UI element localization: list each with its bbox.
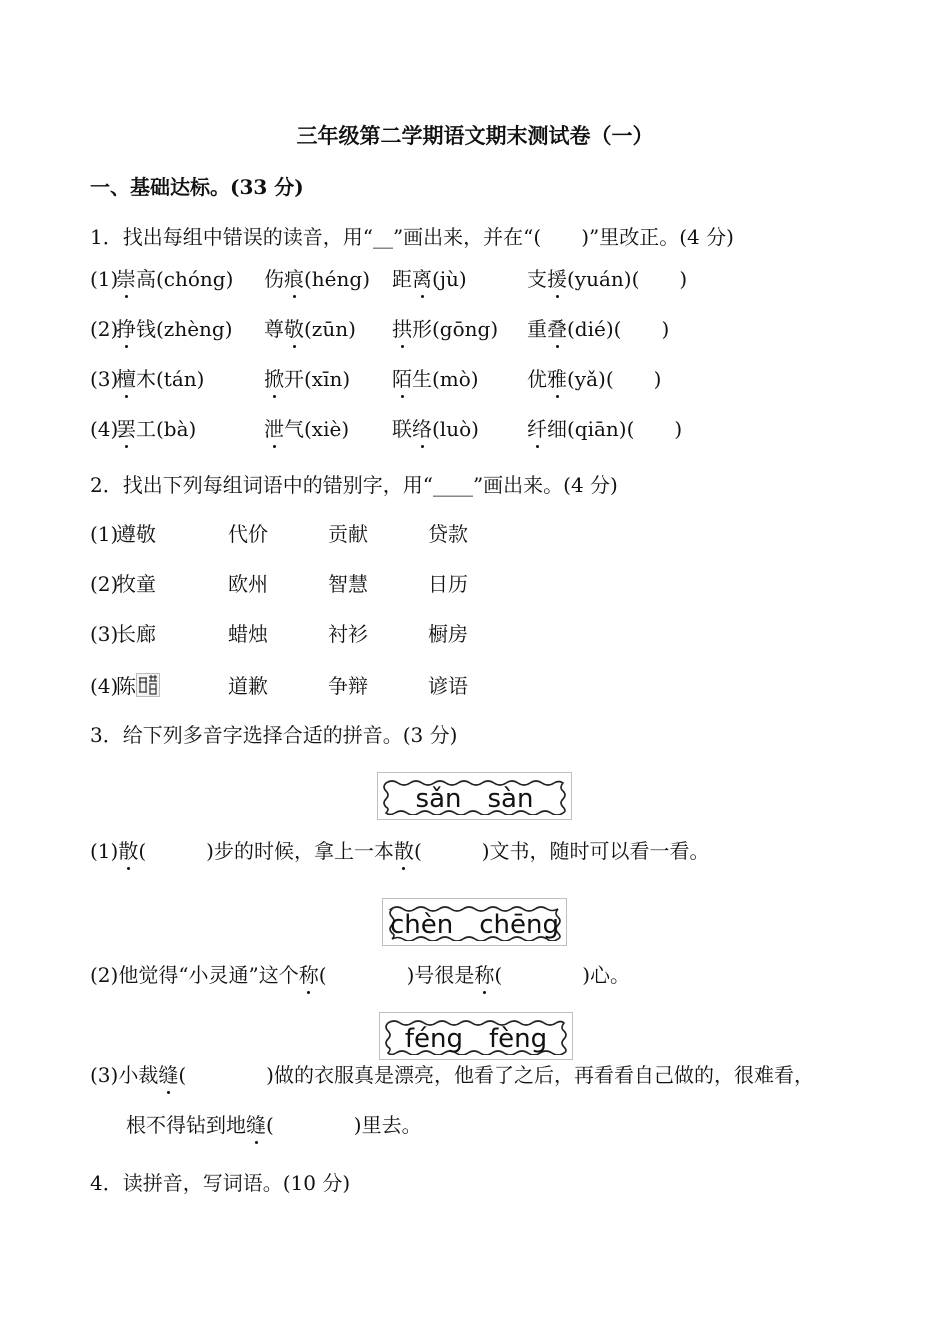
word-text: 牧童 (116, 572, 156, 596)
dotted-char: 敬 (284, 317, 304, 341)
q2-word (116, 571, 156, 597)
word-text: 贷款 (428, 522, 468, 546)
q2-row-number: (1) (90, 522, 119, 546)
q3-prompt: 3．给下列多音字选择合适的拼音。(3 分) (90, 723, 458, 747)
dotted-char: 崇 (116, 267, 136, 291)
q2-word (428, 571, 468, 597)
word-text: 蜡烛 (228, 622, 268, 646)
dotted-char: 拱 (392, 317, 412, 341)
pinyin-box-2 (382, 898, 567, 946)
q3-sentence-3-cont (126, 1112, 422, 1138)
item-text: (zūn) (304, 317, 356, 341)
pinyin-box-3 (379, 1012, 573, 1060)
q2-row-number: (2) (90, 572, 119, 596)
q1-item (392, 416, 479, 442)
q2-word (428, 621, 468, 647)
q2-word (228, 621, 268, 647)
word-text: 代价 (228, 522, 268, 546)
text: ( )文书，随时可以看一看。 (413, 839, 710, 863)
q2-word (328, 571, 368, 597)
item-text: 工(bà) (136, 417, 197, 441)
item-text: (héng) (304, 267, 371, 291)
q2-word (228, 571, 268, 597)
q1-row-number: (3) (90, 367, 119, 391)
item-text: (luò) (432, 417, 479, 441)
word-text: 衬衫 (328, 622, 368, 646)
dotted-char: 纤 (527, 417, 547, 441)
word-text: 遵敬 (116, 522, 156, 546)
dotted-char: 离 (412, 267, 432, 291)
q2-row-number: (3) (90, 622, 119, 646)
word-text: 日历 (428, 572, 468, 596)
text: 根不得钻到地 (126, 1113, 246, 1137)
pinyin-options: sǎn sàn (415, 783, 534, 814)
q2-word (328, 521, 368, 547)
q1-item (116, 316, 233, 342)
item-text: 尊 (264, 317, 284, 341)
q1-row-number: (1) (90, 267, 119, 291)
q1-row-number: (4) (90, 417, 119, 441)
q2-word (328, 621, 368, 647)
text: ( )步的时候，拿上一本 (138, 839, 394, 863)
q2-row-number: (4) (90, 674, 119, 698)
item-text: 高(chóng) (136, 267, 234, 291)
word-text: 争辩 (328, 674, 368, 698)
q1-item (264, 416, 349, 442)
pinyin-options: chèn chēng (389, 909, 559, 940)
q2-word (428, 673, 468, 699)
dotted-char: 缝 (246, 1113, 266, 1137)
q2-word (428, 521, 468, 547)
text: ( )号很是 (318, 963, 475, 987)
word-text: 陈 (116, 674, 136, 698)
q1-item (116, 416, 196, 442)
item-text: 细(qiān)( ) (547, 417, 683, 441)
word-text: 橱房 (428, 622, 468, 646)
dotted-char: 络 (412, 417, 432, 441)
item-text: (yuán)( ) (567, 267, 688, 291)
item-text: 形(gōng) (412, 317, 499, 341)
q1-item (527, 266, 687, 292)
q1-prompt: 1．找出每组中错误的读音，用“__”画出来，并在“( )”里改正。(4 分) (90, 225, 734, 249)
q1-row-number: (2) (90, 317, 119, 341)
dotted-char: 罢 (116, 417, 136, 441)
q2-word (228, 521, 268, 547)
text: (2)他觉得“小灵通”这个 (90, 963, 299, 987)
item-text: 伤 (264, 267, 284, 291)
word-text: 长廊 (116, 622, 156, 646)
word-text: 欧州 (228, 572, 268, 596)
q3-sentence-2 (90, 962, 630, 988)
pinyin-box-1 (377, 772, 572, 820)
item-text: 重 (527, 317, 547, 341)
word-text: 贡献 (328, 522, 368, 546)
q2-prompt: 2．找出下列每组词语中的错别字，用“____”画出来。(4 分) (90, 473, 618, 497)
dotted-char: 援 (547, 267, 567, 291)
pasted-glyph-image (136, 673, 160, 697)
q1-item (264, 366, 350, 392)
item-text: 气(xiè) (284, 417, 350, 441)
pinyin-options: féng fèng (404, 1023, 548, 1054)
item-text: 钱(zhèng) (136, 317, 233, 341)
text: ( )做的衣服真是漂亮，他看了之后，再看看自己做的，很难看， (178, 1063, 814, 1087)
dotted-char: 叠 (547, 317, 567, 341)
q2-word (228, 673, 268, 699)
item-text: (yǎ)( ) (567, 367, 662, 391)
q1-item (264, 266, 370, 292)
dotted-char: 泄 (264, 417, 284, 441)
text: ( )心。 (494, 963, 630, 987)
item-text: 距 (392, 267, 412, 291)
q1-item (116, 366, 204, 392)
q1-item (392, 316, 498, 342)
item-text: 支 (527, 267, 547, 291)
q3-sentence-1 (90, 838, 710, 864)
word-text: 道歉 (228, 674, 268, 698)
q3-sentence-3 (90, 1062, 814, 1088)
dotted-char: 雅 (547, 367, 567, 391)
text: (1) (90, 839, 119, 863)
item-text: 联 (392, 417, 412, 441)
page-title: 三年级第二学期语文期末测试卷（一） (296, 123, 654, 148)
item-text: 优 (527, 367, 547, 391)
q4-prompt: 4．读拼音，写词语。(10 分) (90, 1171, 351, 1195)
q1-item (392, 366, 479, 392)
dotted-char: 散 (393, 839, 414, 863)
q2-word (116, 673, 160, 699)
q1-item (116, 266, 233, 292)
section-heading: 一、基础达标。(33 分) (90, 175, 304, 199)
q1-item (264, 316, 356, 342)
text: ( )里去。 (266, 1113, 422, 1137)
q1-item (527, 416, 682, 442)
q2-word (328, 673, 368, 699)
word-text: 谚语 (428, 674, 468, 698)
item-text: 开(xīn) (284, 367, 351, 391)
q1-item (392, 266, 467, 292)
dotted-char: 陌 (392, 367, 412, 391)
dotted-char: 挣 (116, 317, 136, 341)
q1-item (527, 316, 669, 342)
item-text: (jù) (432, 267, 467, 291)
item-text: 木(tán) (136, 367, 205, 391)
dotted-char: 痕 (284, 267, 304, 291)
item-text: (dié)( ) (567, 317, 670, 341)
item-text: 生(mò) (412, 367, 479, 391)
dotted-char: 称 (474, 963, 495, 987)
dotted-char: 缝 (158, 1063, 179, 1087)
text: (3)小裁 (90, 1063, 159, 1087)
q1-item (527, 366, 661, 392)
q2-word (116, 521, 156, 547)
dotted-char: 散 (118, 839, 139, 863)
dotted-char: 檀 (116, 367, 136, 391)
q2-word (116, 621, 156, 647)
word-text: 智慧 (328, 572, 368, 596)
dotted-char: 掀 (264, 367, 284, 391)
dotted-char: 称 (298, 963, 319, 987)
